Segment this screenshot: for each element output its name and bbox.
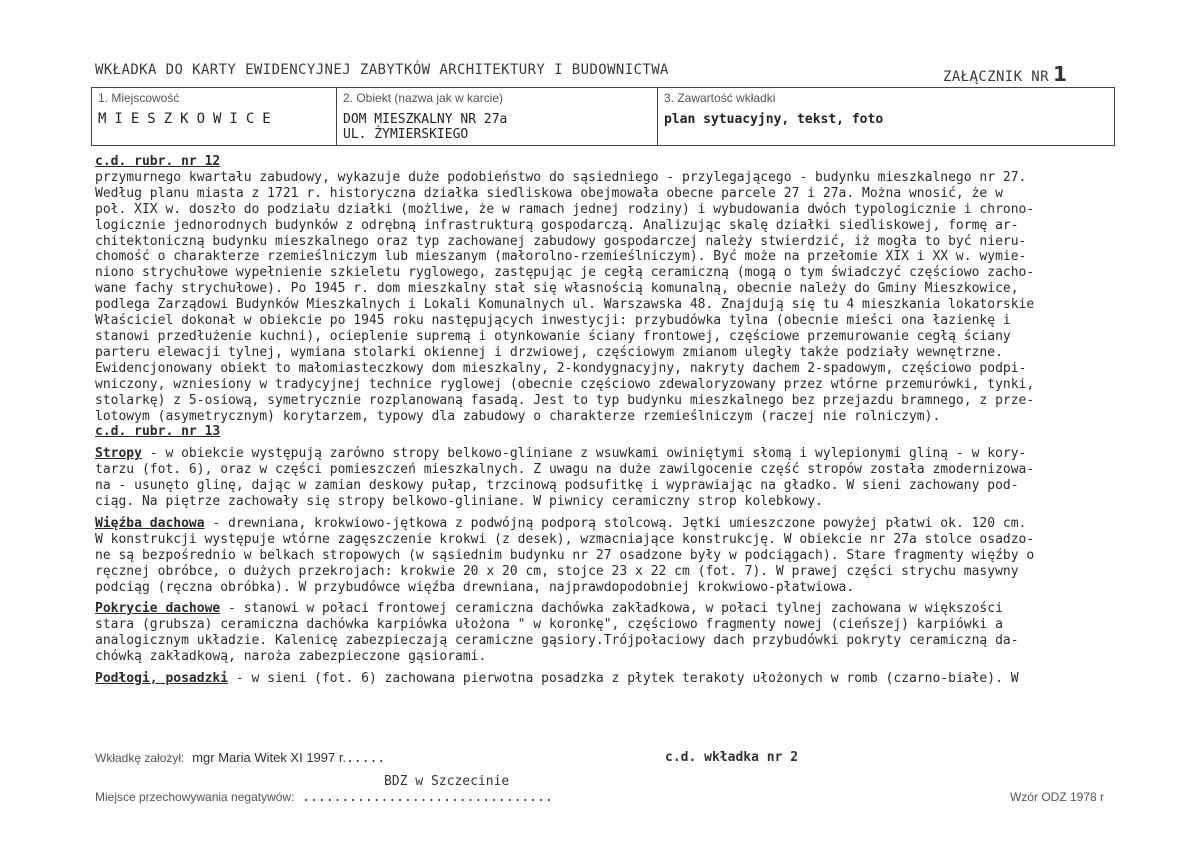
annex-label — [943, 62, 1067, 86]
text-line — [95, 671, 1125, 687]
storage-dots: ................................ — [302, 790, 553, 805]
section-first-line: - stanowi w połaci frontowej ceramiczna dachówka zakładkowa, w połaci tylnej zachowana w większości — [220, 601, 1003, 617]
section-title-roof-truss: Więźba dachowa — [95, 515, 205, 531]
section-roof-covering — [95, 601, 1125, 665]
text-line: lotowym (asymetrycznym) korytarzem, typowy dla zabudowy o charakterze rzemieślniczym (raczej nie rolniczym). — [95, 408, 941, 424]
text-line: chówką zakładkową, naroża zabezpieczone gąsiorami. — [95, 649, 487, 665]
locality-box — [92, 88, 337, 146]
object-value-line2: UL. ŻYMIERSKIEGO — [343, 127, 469, 142]
object-box — [337, 88, 658, 146]
text-line: Według planu miasta z 1721 r. historyczna działka siedliskowa obejmowała obecne parcele 27 i 27a. Można wnosić, że w — [95, 185, 1003, 201]
form-code: Wzór ODZ 1978 r — [1010, 790, 1105, 804]
storage-label: Miejsce przechowywania negatywów: — [95, 790, 295, 804]
text-line: ne są bezpośrednio w belkach stropowych (w sąsiednim budynku nr 27 osadzone były w podciągach). Stare fragmenty więźby o — [95, 547, 1035, 563]
created-by — [95, 750, 385, 766]
rubric-12-heading: c.d. rubr. nr 12 — [95, 154, 221, 169]
section-first-line: - drewniana, krokwiowo-jętkowa z podwójną podporą stolcową. Jętki umieszczone powyżej płatwi ok. 120 cm. — [204, 515, 1027, 531]
text-line: ręcznej obróbce, o dużych przekrojach: krokwie 20 x 20 cm, stojce 23 x 22 cm (fot. 7). W prawej części strychu masywny — [95, 563, 1019, 579]
text-line: ciąg. Na piętrze zachowały się stropy belkowo-gliniane. W piwnicy ceramiczny strop kolebkowy. — [95, 494, 823, 510]
section-title-roof-covering: Pokrycie dachowe — [95, 601, 221, 617]
text-line — [95, 516, 1125, 532]
form-title: WKŁADKA DO KARTY EWIDENCYJNEJ ZABYTKÓW ARCHITEKTURY I BUDOWNICTWA — [95, 62, 669, 78]
text-line — [95, 601, 1125, 617]
text-line: niono strychułowe wypełnienie szkieletu ryglowego, zastępując je cegłą ceramiczną (mogą o tym świadczyć częściowo zacho- — [95, 265, 1035, 281]
text-line: W konstrukcji występuje wtórne zagęszczenie krokwi (z desek), wzmacniające konstrukcję. W obiekcie nr 27a stolce osadzo- — [95, 531, 1035, 547]
header-fields-table — [91, 87, 1115, 146]
body-text — [95, 154, 1125, 687]
text-line: stolarkę) z 5-osiową, symetrycznie rozplanowaną fasadą. Jest to typ budynku mieszkalnego bez przejazdu bramnego, z prze- — [95, 392, 1035, 408]
contents-box — [658, 88, 1115, 146]
text-line: parteru elewacji tylnej, wymiana stolarki okiennej i drzwiowej, częściowym zmianom uległy także podziały wewnętrzne. — [95, 344, 1003, 360]
annex-number: 1 — [1052, 62, 1068, 86]
text-line: wniczony, wzniesiony w tradycyjnej technice ryglowej (obecnie częściowo zdewaloryzowany przez wtórne przemurówki, tynki, — [95, 376, 1035, 392]
section-floors — [95, 671, 1125, 687]
locality-value: MIESZKOWICE — [98, 111, 279, 127]
created-by-dots: ..... — [346, 751, 386, 766]
contents-label: 3. Zawartość wkładki — [664, 91, 776, 105]
text-line — [95, 446, 1125, 462]
text-line: logicznie jednorodnych budynków z odrębną infrastrukturą gospodarczą. Analizując skalę działki siedliskowej, formę ar- — [95, 217, 1019, 233]
section-title-floors: Podłogi, posadzki — [95, 671, 229, 687]
rubric-13-heading: c.d. rubr. nr 13 — [95, 424, 221, 440]
created-by-label: Wkładkę założył: — [95, 751, 185, 765]
object-label: 2. Obiekt (nazwa jak w karcie) — [343, 91, 504, 105]
storage-line — [95, 790, 553, 805]
text-line: chomość o charakterze rzemieślniczym lub mieszanym (małorolno-rzemieślniczym). Być może na przełomie XIX i XX w. wymie- — [95, 249, 1027, 265]
storage-value: BDZ w Szczecinie — [384, 774, 510, 789]
text-line: podlega Zarządowi Budynków Mieszkalnych i Lokali Komunalnych ul. Warszawska 48. Znajdują się tu 4 mieszkania lokatorskie — [95, 297, 1035, 313]
text-line: Właściciel dokonał w obiekcie po 1945 roku następujących inwestycji: przybudówka tylna (obecnie mieści ona łazienkę i — [95, 313, 1011, 329]
section-roof-truss — [95, 516, 1125, 596]
annex-label-text: ZAŁĄCZNIK NR — [943, 69, 1049, 85]
text-line: Ewidencjonowany obiekt to małomiasteczkowy dom mieszkalny, 2-kondygnacyjny, nakryty dachem 2-spadowym, częściowo podpi- — [95, 360, 1027, 376]
rubric-12-text — [95, 170, 1125, 425]
text-line: tarzu (fot. 6), oraz w części pomieszczeń mieszkalnych. Z uwagu na duże zawilgocenie część stropów została zmodernizowa- — [95, 462, 1035, 478]
text-line: stara (grubsza) ceramiczna dachówka karpiówka ułożona " w koronkę", częściowo fragmenty nowej (cieńszej) karpiówki a — [95, 617, 1003, 633]
section-first-line: - w obiekcie występują zarówno stropy belkowo-gliniane z wsuwkami owiniętymi słomą i wylepionymi gliną - w kory- — [141, 446, 1027, 462]
text-line: na - usunęto glinę, dając w zamian deskowy pułap, trzcinową podsufitkę i wyprawiając na gładko. W sieni zachowany pod- — [95, 478, 1019, 494]
contents-value: plan sytuacyjny, tekst, foto — [664, 112, 884, 127]
section-ceilings — [95, 446, 1125, 510]
text-line: przymurnego kwartału zabudowy, wykazuje duże podobieństwo do sąsiedniego - przylegającego - budynku mieszkalnego nr 27. — [95, 169, 1027, 185]
locality-label: 1. Miejscowość — [98, 91, 180, 105]
section-title-ceilings: Stropy — [95, 446, 142, 462]
text-line: stanowi przedłużenie kuchni), ocieplenie supremą i otynkowanie ściany frontowej, częściowe przemurowanie cegłą ściany — [95, 328, 1011, 344]
text-line: wane fachy strychułowe). Po 1945 r. dom mieszkalny stał się własnością komunalną, obecnie należy do Gminy Mieszkowice, — [95, 281, 1019, 297]
text-line: podciąg (ręczna obróbka). W przybudówce więźba drewniana, najprawdopodobniej krokwiowo-płatwiowa. — [95, 579, 855, 595]
created-by-value: mgr Maria Witek XI 1997 r. — [192, 750, 347, 765]
text-line: chitektoniczną budynku mieszkalnego oraz typ zachowanej zabudowy gospodarczej należy stwierdzić, iż mogła to być nieru- — [95, 233, 1027, 249]
continuation-note: c.d. wkładka nr 2 — [665, 750, 799, 765]
text-line: poł. XIX w. doszło do podziału działki (możliwe, że w ramach jednej rodziny) i wybudowania dwóch typologicznie i chrono- — [95, 201, 1035, 217]
section-first-line: - w sieni (fot. 6) zachowana pierwotna posadzka z płytek terakoty ułożonych w romb (czarno-białe). W — [228, 671, 1019, 687]
object-value-line1: DOM MIESZKALNY NR 27a — [343, 112, 508, 127]
text-line: analogicznym układzie. Kalenicę zabezpieczają ceramiczne gąsiory.Trójpołaciowy dach przybudówki pokryty ceramiczną da- — [95, 633, 1019, 649]
